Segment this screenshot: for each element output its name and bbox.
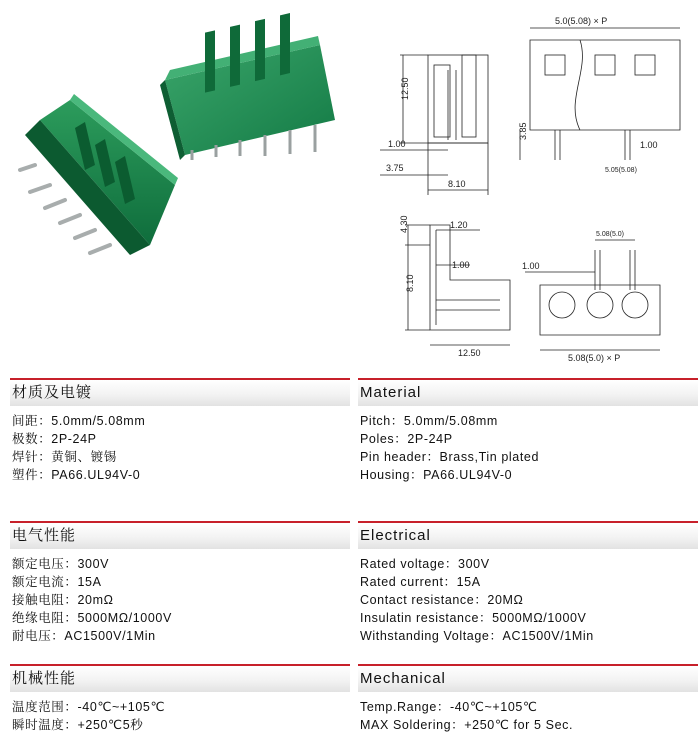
zh-material-row: 焊针：黄铜、镀锡	[12, 450, 117, 464]
en-electrical-row: Rated current：15A	[360, 575, 481, 589]
zh-electrical-section	[10, 521, 350, 645]
dim-front-pin: 1.00	[522, 261, 540, 271]
dim-pin-diam: 1.00	[640, 140, 658, 150]
zh-mechanical-title: 机械性能	[10, 664, 350, 692]
en-material-row: Poles：2P-24P	[360, 432, 453, 446]
zh-electrical-row: 接触电阻：20mΩ	[12, 593, 114, 607]
dim-pin-offset-a: 1.00	[388, 139, 406, 149]
zh-mechanical-row: 温度范围：-40℃~+105℃	[12, 700, 166, 714]
zh-electrical-row: 额定电流：15A	[12, 575, 102, 589]
zh-material-row: 塑件：PA66.UL94V-0	[12, 468, 141, 482]
zh-electrical-row: 绝缘电阻：5000MΩ/1000V	[12, 611, 172, 625]
dim-angle-h: 8.10	[405, 274, 415, 292]
zh-electrical-row: 额定电压：300V	[12, 557, 110, 571]
dim-top-h: 4.30	[399, 215, 409, 233]
en-material-row: Pitch：5.0mm/5.08mm	[360, 414, 498, 428]
en-material-row: Pin header：Brass,Tin plated	[360, 450, 540, 464]
dim-front-pitch-top: 5.08(5.0)	[596, 231, 625, 238]
en-electrical-title: Electrical	[358, 521, 698, 549]
side-view-drawing	[380, 55, 488, 195]
zh-mechanical-row: 瞬时温度：+250℃5秒	[12, 718, 144, 732]
en-mechanical-row: MAX Soldering：+250℃ for 5 Sec.	[360, 718, 574, 732]
en-mechanical-title: Mechanical	[358, 664, 698, 692]
en-material-section	[358, 378, 698, 484]
en-electrical-row: Contact resistance：20MΩ	[360, 593, 524, 607]
en-electrical-section	[358, 521, 698, 645]
dim-top-offset: 1.20	[450, 220, 468, 230]
zh-material-row: 极数：2P-24P	[12, 432, 97, 446]
connector-back	[160, 13, 335, 160]
zh-material-title: 材质及电镀	[10, 378, 350, 406]
dim-pin-length: 3.85	[518, 122, 528, 140]
en-electrical-row: Withstanding Voltage：AC1500V/1Min	[360, 629, 594, 643]
dim-pitch-formula: 5.0(5.08) × P	[555, 16, 608, 26]
dim-front-pitch-formula: 5.08(5.0) × P	[568, 353, 621, 363]
angle-view-drawing	[405, 225, 510, 345]
product-photo	[0, 0, 350, 370]
en-mechanical-row: Temp.Range：-40℃~+105℃	[360, 700, 538, 714]
zh-electrical-row: 耐电压：AC1500V/1Min	[12, 629, 156, 643]
technical-drawings	[350, 0, 700, 370]
dim-side-height: 12.50	[400, 77, 410, 100]
dim-pin-offset-b: 3.75	[386, 163, 404, 173]
dim-angle-w: 12.50	[458, 348, 481, 358]
dim-pitch-small: 5.05(5.08)	[605, 167, 637, 174]
zh-material-row: 间距：5.0mm/5.08mm	[12, 414, 146, 428]
connector-front	[20, 94, 178, 255]
zh-material-section	[10, 378, 350, 484]
zh-mechanical-section	[10, 664, 350, 734]
dim-top-pin: 1.00	[452, 260, 470, 270]
dim-side-width: 8.10	[448, 179, 466, 189]
zh-electrical-title: 电气性能	[10, 521, 350, 549]
en-material-title: Material	[358, 378, 698, 406]
screw-view-drawing	[525, 240, 660, 350]
en-material-row: Housing：PA66.UL94V-0	[360, 468, 513, 482]
en-electrical-row: Rated voltage：300V	[360, 557, 490, 571]
en-mechanical-section	[358, 664, 698, 734]
en-electrical-row: Insulatin resistance：5000MΩ/1000V	[360, 611, 587, 625]
